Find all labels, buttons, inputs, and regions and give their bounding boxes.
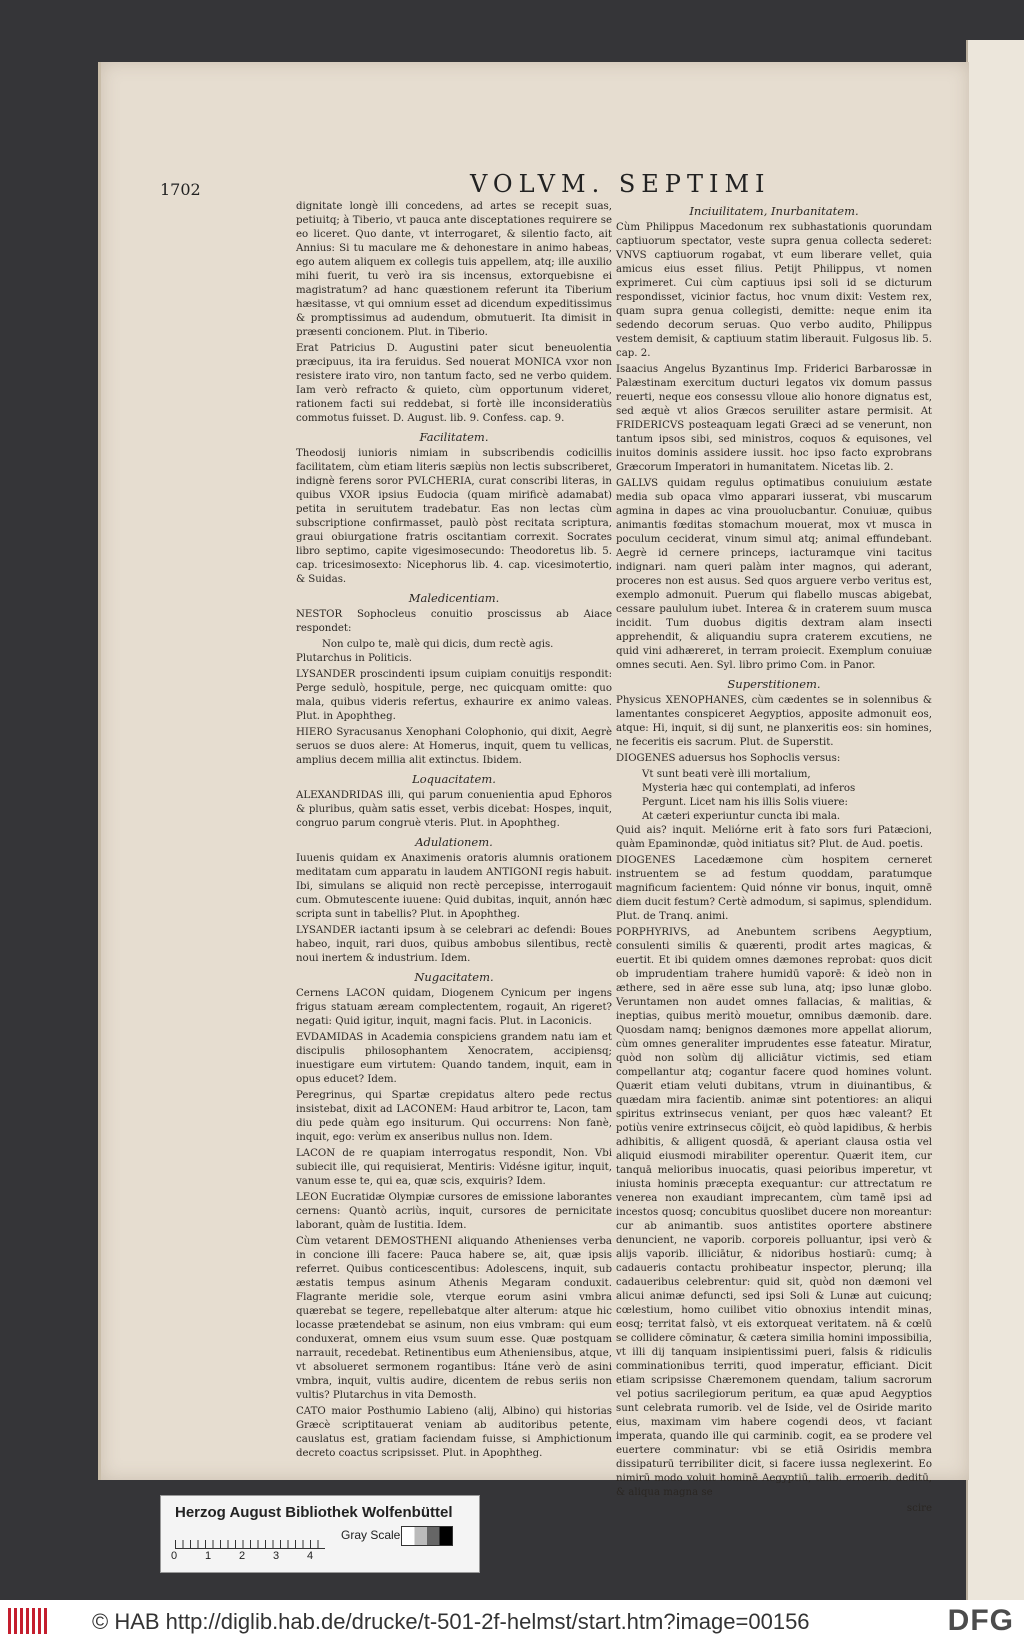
paragraph: LYSANDER iactanti ipsum à se celebrari ac defendi: Boues habeo, inquit, rari duos, quibus ambobus silentibus, rectè noui inertem & industrium. Idem. xyxy=(296,925,612,964)
paragraph: LACON de re quapiam interrogatus respondit, Non. Vbi subiecit ille, qui requisierat, Mentiris: Vidésne igitur, inquit, vanum esse te, qui ea, quæ scis, exquiris? Idem. xyxy=(296,1148,612,1187)
paragraph: DIOGENES Lacedæmone cùm hospitem cerneret instruentem se ad festum quoddam, paratumque magnificum facientem: Quid nónne vir bonus, inquit, omnē diem ducit festum? Certè admodum, si sapimus, splendidum. Plut. de Tranq. animi. xyxy=(616,855,932,922)
paragraph: GALLVS quidam regulus optimatibus conuiuium æstate media sub opaca vlmo apparari iusserat, vbi muscarum agmina in dapes ac vina prouolucbantur. Conuiuæ, quibus animantis fœditas stomachum mouerat, mox vt musca in poculum ceciderat, vinum simul atq; animal effundebant. Aegrè id cernere princeps, iacturamque vini tacitus indignari. nam queri palàm inter magnos, qui aderant, proceres non est ausus. Sed quos arguere verbo veritus est, exemplo admonuit. Puerum qui flabello muscas abigebat, cessare paululum iubet. Interea & in craterem suum musca incidit. Tum duobus digitis dextram alam insecti apprehendit, & aliquandiu supra craterem excutiens, ne quid vini adhæreret, in terram proiecit. Exemplum conuiuæ omnes secuti. Aen. Syl. libro primo Com. in Panor. xyxy=(616,478,932,671)
ruler-number: 4 xyxy=(307,1550,314,1562)
paragraph: DIOGENES aduersus hos Sophoclis versus: xyxy=(616,753,841,764)
verse-line: Pergunt. Licet nam his illis Solis viuere: xyxy=(642,797,848,808)
hab-logo-icon xyxy=(8,1608,48,1634)
paragraph: Plutarchus in Politicis. xyxy=(296,653,412,664)
ruler-number: 3 xyxy=(273,1550,280,1562)
footer-bar xyxy=(0,1600,1024,1642)
section-heading: Loquacitatem. xyxy=(412,772,496,786)
paragraph: Physicus XENOPHANES, cùm cædentes se in solennibus & lamentantes conspiceret Aegyptios, apposite admonuit eos, atque: Hi, inquit, si dij sunt, ne planxeritis eos: sin homines, ne feceritis eis sacrum. Plut. de Superstit. xyxy=(616,695,932,748)
paragraph: ALEXANDRIDAS illi, qui parum conuenientia apud Ephoros & pluribus, quàm satis esset, verbis dicebat: Hospes, inquit, congruo parum congruè vteris. Plut. in Apophtheg. xyxy=(296,790,612,829)
paragraph: Peregrinus, qui Spartæ crepidatus altero pede rectus insistebat, dixit ad LACONEM: Haud arbitror te, Lacon, tam diu pede quàm ego insiturum. Qui occurrens: Non fanè, inquit, ego: verùm ex anseribus nullus non. Idem. xyxy=(296,1090,612,1143)
ruler-numbers xyxy=(171,1550,341,1562)
library-name: Herzog August Bibliothek Wolfenbüttel xyxy=(175,1504,453,1521)
ruler-icon xyxy=(175,1530,325,1549)
section-heading: Facilitatem. xyxy=(419,430,489,444)
gray-scale-swatch-icon xyxy=(401,1526,453,1546)
paragraph: Quid ais? inquit. Meliórne erit à fato sors furi Patæcioni, quàm Epaminondæ, quòd initiatus sit? Plut. de Aud. poetis. xyxy=(616,825,932,850)
running-title: VOLVM. SEPTIMI xyxy=(470,170,771,198)
paragraph: HIERO Syracusanus Xenophani Colophonio, qui dixit, Aegrè seruos se duos alere: At Homerus, inquit, quem tu vellicas, amplius decem millia alit extinctus. Ibidem. xyxy=(296,727,612,766)
section-heading: Inciuilitatem, Inurbanitatem. xyxy=(689,204,859,218)
ruler-number: 2 xyxy=(239,1550,246,1562)
gray-scale-label: Gray Scale xyxy=(341,1528,401,1542)
section-heading: Superstitionem. xyxy=(727,677,821,691)
section-heading: Nugacitatem. xyxy=(414,970,494,984)
paragraph: Isaacius Angelus Byzantinus Imp. Friderici Barbarossæ in Palæstinam exercitum ducturi legatos vix domum passus reuerti, neque eos consessu vlloue alio honore dignatus est, sed æquè vt alios Græcos seruiliter astare permisit. At FRIDERICVS posteaquam legati Græci ad se venerunt, non tantum ipsos sibi, sed ministros, coquos & equisones, vel inuitos dominis assidere iussit. hoc ipso facto exprobrans Græcorum Imperatori in humanitatem. Nicetas lib. 2. xyxy=(616,364,932,473)
paragraph: CATO maior Posthumio Labieno (alij, Albino) qui historias Græcè scriptitauerat veniam ab auditoribus petente, causlatus est, gratiam faciendam fuisse, si Amphictionum decreto coactus scripsisset. Plut. in Apophtheg. xyxy=(296,1406,612,1459)
paragraph: Theodosij iunioris nimiam in subscribendis codicillis facilitatem, cùm etiam literis sæpiùs non lectis subscriberet, indignè ferens soror PVLCHERIA, curat conscribi literas, in quibus VXOR ipsius Eudocia (quam mirificè adamabat) petita in seruitutem tradebatur. Eas non lectas cùm subscriptione confirmasset, paulò pòst recitata scriptura, graui obiurgatione fratris oscitantiam correxit. Socrates libro septimo, capite vigesimosecundo: Theodoretus lib. 5. cap. tricesimosexto: Nicephorus lib. 4. cap. vicesimotertio, & Suidas. xyxy=(296,448,612,585)
ruler-number: 1 xyxy=(205,1550,212,1562)
paragraph: PORPHYRIVS, ad Anebuntem scribens Aegyptium, consulenti similis & quærenti, prodit artes magicas, & euertit. Et ibi quidem omnes dæmones reprobat: quos dicit ob imprudentiam trahere humidū vaporē: & ideò non in æthere, sed in aëre esse sub luna, atq; ipso lunæ globo. Veruntamen non audet omnes fallacias, & malitias, & ineptias, quibus meritò mouetur, omnibus dæmonib. dare. Quosdam namq; benignos dæmones more appellat aliorum, cùm omnes generaliter imprudentes esse fateatur. Miratur, quòd non solùm dij alliciātur victimis, sed etiam compellantur atq; cogantur facere quod homines volunt. Quærit etiam veluti dubitans, vtrum in diuinantibus, & quædam mira facientib. animæ sint potentiores: an aliqui spiritus extrinsecus veniant, per quos hæc valeant? Et potiùs venire extrinsecus cōijcit, eò quòd lapidibus, & herbis adhibitis, & alligent quosdā, & aperiant clausa ostia vel aliquid eiusmodi mirabiliter operentur. Quærit item, cur tanquā melioribus inuocatis, quasi peioribus imperetur, vt iniusta hominis præcepta exequantur: cur attrectatum re venerea non exaudiant imprecantem, cùm tamē ipsi ad incestos quosq; concubitus quoslibet ducere non moreantur: cur ab animantib. suos antistites oportere abstinere denuncient, ne vaporib. corporeis polluantur, ipsi verò & alijs vaporib. illiciātur, & nidoribus hostiarū: cumq; à cadaueris contactu prohibeatur inspector, plerunq; illa cadaueribus celebrentur: quid sit, quòd non dæmoni vel alicui animæ defuncti, sed ipsi Soli & Lunæ aut cuicunq; cœlestium, homo cuilibet vitio obnoxius intendit minas, eosq; territat falsò, vt eis extorqueat veritatem. nā & cœlū se collidere cōminatur, & cætera similia homini impossibilia, vt illi dij tanquam insipientissimi pueri, falsis & ridiculis comminationibus territi, quod imperatur, efficiant. Dicit etiam scripsisse Chæremonem quendam, talium sacrorum vel potius sacrilegiorum peritum, ea quæ apud Aegyptios sunt celebrata rumorib. vel de Iside, vel de Osiride marito eius, maximam vim habere cogendi deos, vt faciant imperata, quando ille qui carminib. cogit, ea se prodere vel euertere comminatur: vbi se etiā Osiridis membra dissipaturū terribiliter dicit, si facere iussa neglexerint. Eo nimirū modo voluit hominē Aegyptiū, talib. erroerib. deditū, & aliqua magna se xyxy=(616,927,932,1498)
left-column xyxy=(296,200,612,1463)
right-column xyxy=(616,200,932,1516)
catchword: scire xyxy=(906,1503,932,1514)
paragraph: Iuuenis quidam ex Anaximenis oratoris alumnis orationem meditatam cum apparatu in laudem ANTIGONI regis habuit. Ibi, simulans se aliquid non rectè percepisse, interrogauit cum. Obmutescente iuuene: Quid dubitas, inquit, annón hæc scripta sunt in tabellis? Plut. in Apophtheg. xyxy=(296,853,612,920)
paragraph: Cernens LACON quidam, Diogenem Cynicum per ingens frigus statuam æream complectentem, rogauit, An rigeret? negati: Quid igitur, inquit, magni facis. Plut. in Laconicis. xyxy=(296,988,612,1027)
paragraph: dignitate longè illi concedens, ad artes se recepit suas, petiuitq; à Tiberio, vt pauca ante disceptationes requirere se eo liceret. Quo dante, vt interrogaret, & silentio facto, ait Annius: Si tu maculare me & dehonestare in animo habeas, ego autem aliquem ex collegis tuis appellem, atq; ille auxilio mihi fuerit, tu verò ira sis incensus, extorquebisne ei magistratum? ad hanc quæstionem referunt ita Tiberium hæsitasse, vt qui omnium esset ad dicendum expeditissimus & promptissimus ad audendum, obmutuerit. Ita dimisit in præsenti concionem. Plut. in Tiberio. xyxy=(296,201,612,338)
paragraph: Erat Patricius D. Augustini pater sicut beneuolentia præcipuus, ita ira feruidus. Sed nouerat MONICA vxor non resistere irato viro, non tantum facto, sed ne verbo quidem. Iam verò refracto & quieto, cùm opportunum videret, rationem facti sui reddebat, si fortè ille inconsideratiùs commotus fuisset. D. August. lib. 9. Confess. cap. 9. xyxy=(296,343,612,424)
paragraph: EVDAMIDAS in Academia conspiciens grandem natu iam et discipulis philosophantem Xenocratem, accipiensq; inuestigare eum virtutem: Quando tandem, inquit, eam in opus educet? Idem. xyxy=(296,1032,612,1085)
page-number: 1702 xyxy=(160,180,201,199)
verse-line: Vt sunt beati verè illi mortalium, xyxy=(642,769,811,780)
paragraph: LYSANDER proscindenti ipsum cuipiam conuitijs respondit: Perge sedulò, hospitule, perge, nec quicquam omitte: quo mala, quibus videris refertus, exhaurire ex animo valeas. Plut. in Apophtheg. xyxy=(296,669,612,722)
paragraph: LEON Eucratidæ Olympiæ cursores de emissione laborantes cernens: Quantò acriùs, inquit, cursores de pernicitate laborant, quàm de Iustitia. Idem. xyxy=(296,1192,612,1231)
verse-line: Mysteria hæc qui contemplati, ad inferos xyxy=(642,783,856,794)
paragraph: NESTOR Sophocleus conuitio proscissus ab Aiace respondet: xyxy=(296,609,612,634)
ruler-number: 0 xyxy=(171,1550,178,1562)
verse-line: At cæteri experiuntur cuncta ibi mala. xyxy=(642,811,841,822)
image-url[interactable]: © HAB http://diglib.hab.de/drucke/t-501-2f-helmst/start.htm?image=00156 xyxy=(92,1609,810,1634)
facing-page-edge xyxy=(966,40,1024,1600)
scale-card xyxy=(160,1495,480,1573)
verse-line: Non culpo te, malè qui dicis, dum rectè agis. xyxy=(322,639,554,650)
dfg-logo: DFG xyxy=(947,1604,1014,1637)
section-heading: Adulationem. xyxy=(415,835,493,849)
paragraph: Cùm Philippus Macedonum rex subhastationis quorundam captiuorum spectator, veste supra genua collecta sederet: VNVS captiuorum rogabat, vt eum liberare vellet, quia amicus eius esset filius. Petijt Philippus, vt nomen exprimeret. Cui cùm captiuus ipsi soli id se dicturum respondisset, vicinior factus, hoc vnum dixit: Vestem rex, quam supra genua collegisti, demitte: neque enim ita sedendo decorum seruas. Quo verbo audito, Philippus vestem demisit, & captiuum statim liberauit. Fulgosus lib. 5. cap. 2. xyxy=(616,222,932,359)
section-heading: Maledicentiam. xyxy=(408,591,500,605)
paragraph: Cùm vetarent DEMOSTHENI aliquando Athenienses verba in concione illi facere: Pauca habere se, ait, quæ ipsis referret. Quibus conticescentibus: Adolescens, inquit, sub æstatis tempus asinum Athenis Megaram conduxit. Flagrante meridie sole, vterque eorum asini vmbra quærebat se tegere, repellebatque alter alterum: atque hic locasse prætendebat se asinum, non eius vmbram: qui eum conduxerat, omnem eius vsum suum esse. Quæ postquam narrauit, recedebat. Retinentibus eum Atheniensibus, atque, vt absolueret sermonem rogantibus: Itáne verò de asini vmbra, inquit, vultis audire, dicentem de rebus seriis non vultis? Plutarchus in vita Demosth. xyxy=(296,1236,612,1401)
